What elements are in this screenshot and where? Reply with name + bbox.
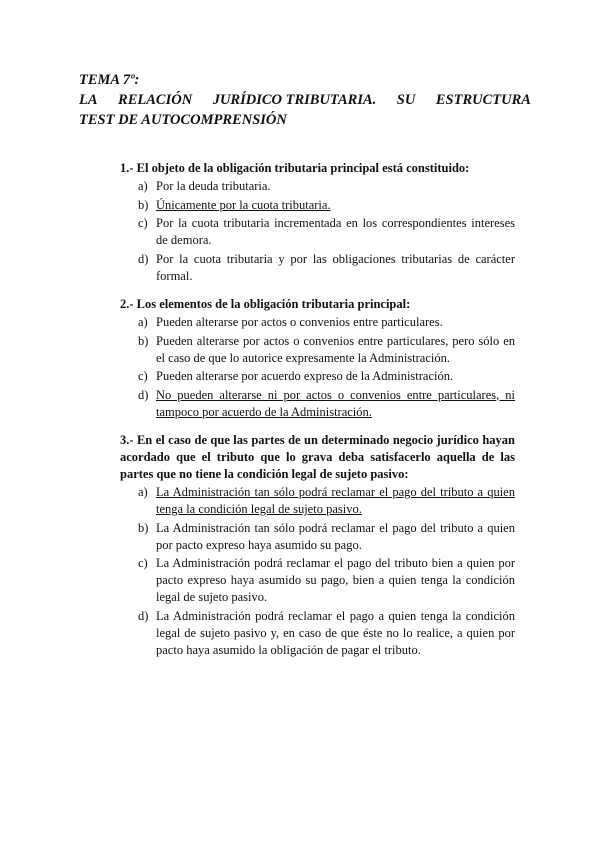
question-title: 1.- El objeto de la obligación tributaria principal está constituido:: [120, 161, 470, 175]
option-d: [120, 251, 515, 285]
option-list: [120, 178, 515, 285]
option-text: No pueden alterarse ni por actos o convenios entre particulares, ni tampoco por acuerdo de la Administración.: [156, 387, 515, 419]
option-text: La Administración tan sólo podrá reclamar el pago del tributo a quien por pacto expreso haya asumido su pago.: [156, 520, 515, 552]
question-title: 2.- Los elementos de la obligación tributaria principal:: [120, 297, 411, 311]
option-letter: a): [138, 315, 148, 329]
tema-label: TEMA 7º:: [79, 72, 140, 88]
title-word: SU: [396, 92, 416, 108]
option-letter: a): [138, 179, 148, 193]
option-a: [120, 314, 515, 331]
option-b: [120, 333, 515, 367]
option-letter: a): [138, 485, 148, 499]
document-header: [79, 70, 531, 130]
option-text: Pueden alterarse por actos o convenios entre particulares.: [156, 315, 443, 329]
option-d-selected: [120, 387, 515, 421]
option-letter: b): [138, 197, 149, 212]
option-b: [120, 520, 515, 554]
option-text: La Administración tan sólo podrá reclamar el pago del tributo a quien tenga la condición legal de sujeto pasivo.: [156, 485, 515, 516]
option-letter: b): [138, 333, 149, 348]
question-3: [120, 432, 515, 660]
option-d: [120, 608, 515, 659]
option-a-selected: [120, 484, 515, 518]
option-text: Por la deuda tributaria.: [156, 179, 271, 193]
option-text: Pueden alterarse por actos o convenios entre particulares, pero sólo en el caso de que lo autorice expresamente la Administración.: [156, 333, 515, 365]
option-letter: d): [138, 608, 149, 623]
option-text: Únicamente por la cuota tributaria.: [156, 197, 331, 212]
option-text: Pueden alterarse por acuerdo expreso de la Administración.: [156, 369, 454, 383]
option-letter: d): [138, 387, 149, 402]
option-text: Por la cuota tributaria incrementada en los correspondientes intereses de demora.: [156, 216, 515, 247]
title-word: LA: [79, 92, 98, 108]
question-1: [120, 160, 515, 286]
title-word: ESTRUCTURA: [435, 92, 531, 108]
option-letter: b): [138, 520, 149, 535]
option-c: [120, 555, 515, 606]
option-c: [120, 215, 515, 249]
page-title: [79, 90, 531, 110]
question-title: 3.- En el caso de que las partes de un determinado negocio jurídico hayan acordado que el tributo que lo grava deba satisfacerlo aquella de las partes que no tiene la condición legal de sujeto pasivo:: [120, 433, 515, 481]
title-word: JURÍDICO TRIBUTARIA.: [212, 92, 377, 108]
option-list: [120, 484, 515, 659]
option-b-selected: [120, 197, 515, 214]
option-a: [120, 178, 515, 195]
option-letter: c): [138, 369, 148, 383]
title-word: RELACIÓN: [118, 92, 193, 108]
option-letter: c): [138, 216, 148, 230]
page-subtitle: TEST DE AUTOCOMPRENSIÓN: [79, 112, 287, 128]
option-letter: d): [138, 251, 149, 266]
option-letter: c): [138, 556, 148, 570]
question-2: [120, 296, 515, 422]
option-text: La Administración podrá reclamar el pago a quien tenga la condición legal de sujeto pasivo y, en caso de que éste no lo realice, a quien por pacto haya asumido la obligación de pagar el tributo.: [156, 608, 515, 657]
option-c: [120, 368, 515, 385]
option-list: [120, 314, 515, 421]
option-text: Por la cuota tributaria y por las obligaciones tributarias de carácter formal.: [156, 251, 515, 283]
option-text: La Administración podrá reclamar el pago del tributo bien a quien por pacto expreso haya asumido su pago, bien a quien tenga la condición legal de sujeto pasivo.: [156, 556, 515, 604]
